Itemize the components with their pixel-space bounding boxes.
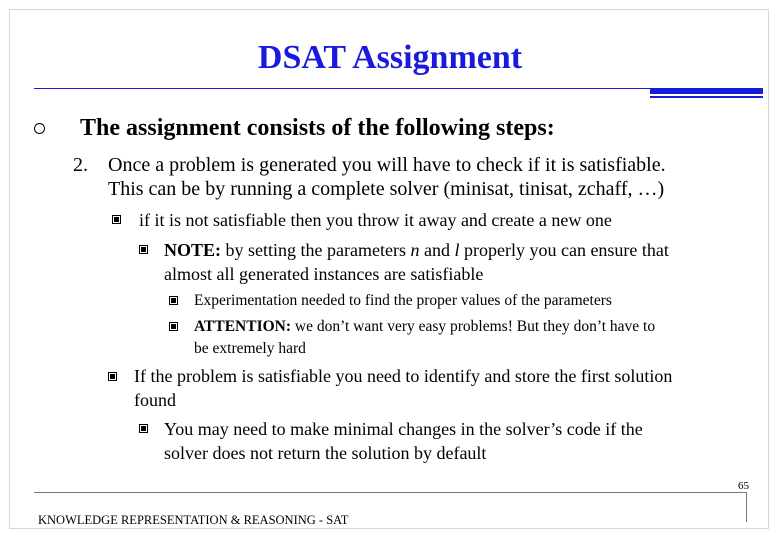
note-line1 [164, 238, 669, 262]
step-number: 2. [73, 154, 88, 176]
step-text-line2: This can be by running a complete solver (minisat, tinisat, zchaff, …) [108, 178, 665, 200]
note-text-b: and [419, 240, 455, 260]
square-bullet-icon [169, 296, 178, 305]
square-bullet-icon [169, 322, 178, 331]
note-text-c: properly you can ensure that [459, 240, 669, 260]
main-bullet-icon [34, 123, 45, 134]
square-bullet-icon [139, 424, 148, 433]
page-number: 65 [738, 480, 749, 492]
param-n: n [410, 240, 420, 260]
attention-line1 [194, 316, 655, 338]
note-line2: almost all generated instances are satisfiable [164, 264, 484, 284]
square-bullet-icon [108, 372, 117, 381]
slide-title: DSAT Assignment [257, 39, 523, 76]
footer-text: KNOWLEDGE REPRESENTATION & REASONING - SAT [38, 513, 349, 527]
attention-line2: be extremely hard [194, 340, 306, 357]
param-l: l [454, 240, 460, 260]
bullet-not-satisfiable: if it is not satisfiable then you throw it away and create a new one [139, 210, 612, 230]
note-text-a: by setting the parameters [221, 240, 411, 260]
bullet-satisfiable-line1: If the problem is satisfiable you need to identify and store the first solution [134, 366, 673, 386]
bullet-experimentation: Experimentation needed to find the proper values of the parameters [194, 292, 612, 309]
main-bullet-text: The assignment consists of the following steps: [80, 115, 555, 141]
bullet-minimal-changes-line2: solver does not return the solution by default [164, 443, 487, 463]
attention-text: we don’t want very easy problems! But they don’t have to [291, 318, 656, 335]
note-label: NOTE: [164, 240, 222, 260]
bullet-satisfiable-line2: found [134, 390, 176, 410]
footer-divider [34, 492, 746, 493]
attention-label: ATTENTION: [194, 318, 292, 335]
square-bullet-icon [139, 245, 148, 254]
title-accent-bar-thin [650, 96, 763, 98]
bullet-minimal-changes-line1: You may need to make minimal changes in the solver’s code if the [164, 419, 643, 439]
title-accent-bar [650, 88, 763, 94]
square-bullet-icon [112, 215, 121, 224]
footer-divider-vertical [746, 492, 747, 522]
step-text-line1: Once a problem is generated you will have to check if it is satisfiable. [108, 154, 666, 176]
